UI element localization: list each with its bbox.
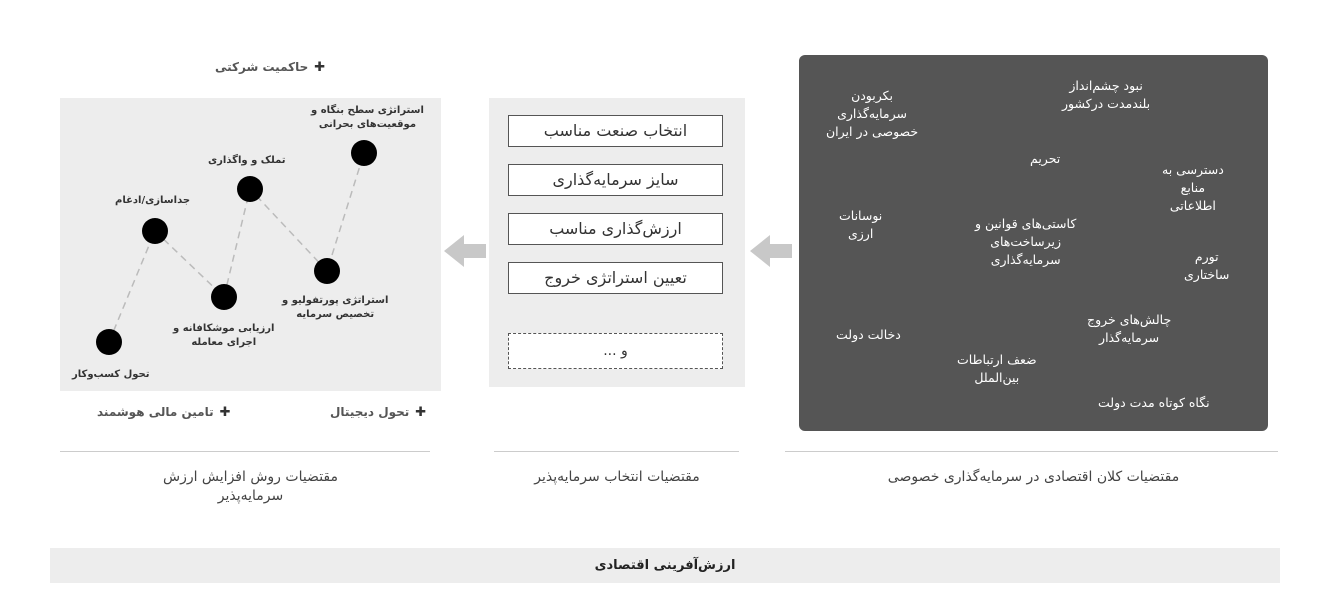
macro-item-short-term-view: نگاه کوتاه مدت دولت bbox=[1098, 395, 1210, 410]
macro-item-structural-inflation: تورم ساختاری bbox=[1184, 249, 1230, 282]
step-dot-acquisition bbox=[237, 176, 263, 202]
arrow-left-icon bbox=[442, 231, 488, 271]
macro-item-vision: نبود چشم‌انداز بلندمدت درکشور bbox=[1062, 78, 1151, 111]
investee-selection-panel bbox=[489, 98, 745, 387]
step-dot-due-diligence bbox=[211, 284, 237, 310]
macro-item-sanctions: تحریم bbox=[1030, 151, 1061, 166]
plus-item-digital: ✚تحول دیجیتال bbox=[330, 405, 427, 420]
step-label-acquisition: تملک و واگذاری bbox=[208, 155, 286, 166]
selection-item-more: و ... bbox=[508, 333, 723, 369]
caption-investee-selection: مقتضیات انتخاب سرمایه‌پذیر bbox=[534, 469, 700, 485]
step-dot-business-transformation bbox=[96, 329, 122, 355]
divider-middle bbox=[494, 451, 739, 452]
selection-item-size: سایز سرمایه‌گذاری bbox=[508, 164, 723, 196]
selection-item-exit-strategy: تعیین استراتژی خروج bbox=[508, 262, 723, 294]
arrow-left-icon bbox=[748, 231, 794, 271]
macro-item-information-access: دسترسی به منابع اطلاعاتی bbox=[1162, 162, 1224, 213]
plus-item-governance: ✚حاکمیت شرکتی bbox=[215, 60, 326, 75]
step-dot-separation-merger bbox=[142, 218, 168, 244]
selection-item-industry: انتخاب صنعت مناسب bbox=[508, 115, 723, 147]
step-label-portfolio-strategy: استراتژی پورتفولیو و تخصیص سرمایه bbox=[282, 295, 389, 320]
plus-icon: ✚ bbox=[415, 405, 427, 420]
caption-macro-requirements: مقتضیات کلان اقتصادی در سرمایه‌گذاری خصوصی bbox=[887, 469, 1180, 485]
step-dot-firm-strategy bbox=[351, 140, 377, 166]
macro-requirements-panel bbox=[799, 55, 1268, 431]
macro-item-government-intervention: دخالت دولت bbox=[836, 327, 901, 342]
step-dot-portfolio-strategy bbox=[314, 258, 340, 284]
step-label-firm-strategy: استراتژی سطح بنگاه و موقعیت‌های بحرانی bbox=[311, 105, 424, 130]
economic-value-title: ارزش‌آفرینی اقتصادی bbox=[594, 558, 736, 573]
divider-right bbox=[785, 451, 1278, 452]
step-label-due-diligence: ارزیابی موشکافانه و اجرای معامله bbox=[173, 323, 275, 348]
plus-item-smart-finance: ✚تامین مالی هوشمند bbox=[97, 405, 231, 420]
divider-left bbox=[60, 451, 430, 452]
value-creation-panel bbox=[60, 98, 441, 391]
macro-item-law-shortcomings: کاستی‌های قوانین و زیرساخت‌های سرمایه‌گذاری bbox=[975, 216, 1077, 267]
selection-item-valuation: ارزش‌گذاری مناسب bbox=[508, 213, 723, 245]
macro-item-private-investment: بکربودن سرمایه‌گذاری خصوصی در ایران bbox=[826, 88, 919, 139]
macro-item-exit-challenges: چالش‌های خروج سرمایه‌گذار bbox=[1087, 312, 1172, 345]
caption-value-creation: مقتضیات روش افزایش ارزش سرمایه‌پذیر bbox=[162, 469, 339, 504]
plus-icon: ✚ bbox=[219, 405, 231, 420]
macro-item-currency-volatility: نوسانات ارزی bbox=[839, 208, 883, 241]
economic-value-bar bbox=[50, 548, 1280, 583]
step-label-separation-merger: جداسازی/ادغام bbox=[115, 195, 191, 206]
plus-icon: ✚ bbox=[314, 60, 326, 75]
step-label-business-transformation: تحول کسب‌وکار bbox=[72, 369, 150, 380]
macro-item-international-relations: ضعف ارتباطات بین‌الملل bbox=[957, 352, 1037, 385]
